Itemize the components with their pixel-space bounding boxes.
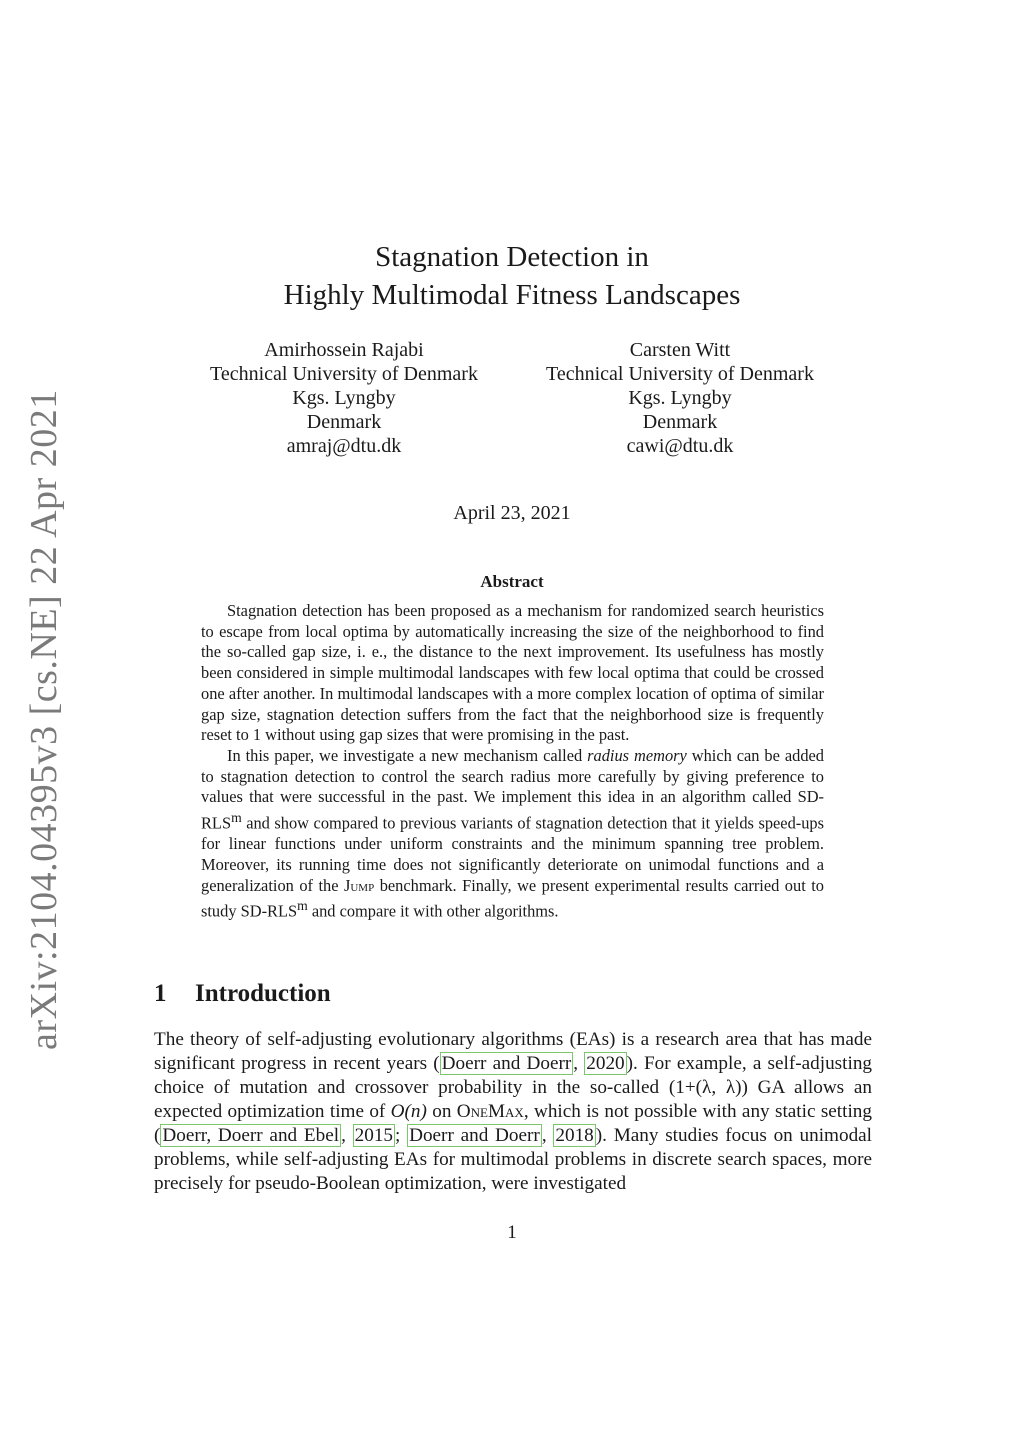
author-block-1 xyxy=(174,338,514,458)
superscript-m: m xyxy=(231,810,242,826)
author-country: Denmark xyxy=(306,411,382,433)
author-country: Denmark xyxy=(642,411,718,433)
intro-text: The theory of self-adjusting evolutionary algorithms (EAs) is a research area that has made significant progress in recent years ( xyxy=(154,1029,872,1074)
abstract-text: which can be added to stagnation detection to control the search radius more carefully by giving preference to values that were successful in the past. We implement this idea in an algorithm called SD-RLS xyxy=(201,745,824,833)
abstract-heading: Abstract xyxy=(480,572,544,591)
author-affiliation: Technical University of Denmark xyxy=(210,363,478,385)
intro-text: on xyxy=(426,1101,457,1122)
author-affiliation: Technical University of Denmark xyxy=(546,363,814,385)
citation-year-link[interactable]: 2015 xyxy=(354,1125,393,1146)
superscript-m: m xyxy=(297,898,308,914)
abstract-paragraph-1: Stagnation detection has been proposed as a mechanism for randomized search heuristics to escape from local optima by automatically increasing the size of the neighborhood to find the so-called gap size, i. e., the distance to the next improvement. Its usefulness has mostly been considered in simple multimodal landscapes with few local optima that could be crossed one after another. In multimodal landscapes with a more complex location of optima of similar gap size, stagnation detection suffers from the fact that the neighborhood size is frequently reset to 1 without using gap sizes that were promising in the past. xyxy=(201,601,824,745)
page-number: 1 xyxy=(507,1222,517,1243)
citation-link[interactable]: Doerr, Doerr and Ebel xyxy=(162,1125,340,1146)
author-email[interactable]: cawi@dtu.dk xyxy=(626,435,734,457)
jump-benchmark-name: Jump xyxy=(343,875,375,895)
author-city: Kgs. Lyngby xyxy=(292,387,396,409)
citation-year-link[interactable]: 2020 xyxy=(586,1053,625,1074)
citation-link[interactable]: Doerr and Doerr xyxy=(441,1053,572,1074)
abstract-text: benchmark. Finally, we present experimental results carried out to study SD-RLS xyxy=(201,875,824,921)
onemax-name: OneMax xyxy=(456,1101,524,1122)
arxiv-identifier-stamp: arXiv:2104.04395v3 [cs.NE] 22 Apr 2021 xyxy=(23,389,65,1050)
intro-text: ). For example, a self-adjusting choice of mutation and crossover probability in the so-called (1+(λ, λ)) GA allows an expected optimization time of xyxy=(154,1053,873,1122)
citation-link[interactable]: Doerr and Doerr xyxy=(409,1125,540,1146)
abstract-body xyxy=(201,601,824,922)
section-title: Introduction xyxy=(195,980,331,1007)
emphasis-radius-memory: radius memory xyxy=(587,745,687,765)
intro-text: ). Many studies focus on unimodal problems, while self-adjusting EAs for multimodal problems in discrete search spaces, more precisely for pseudo-Boolean optimization, were investigated xyxy=(154,1125,873,1194)
title-line-1: Stagnation Detection in xyxy=(375,241,649,273)
author-block-2 xyxy=(510,338,850,458)
abstract-text: and compare it with other algorithms. xyxy=(307,901,559,921)
author-name: Amirhossein Rajabi xyxy=(264,339,424,361)
author-name: Carsten Witt xyxy=(629,339,731,361)
math-expression: O(n) xyxy=(390,1101,427,1122)
intro-text: , which is not possible with any static setting ( xyxy=(154,1101,872,1146)
paper-title xyxy=(0,238,1024,314)
introduction-body xyxy=(154,1028,872,1196)
section-number: 1 xyxy=(154,980,167,1007)
publication-date: April 23, 2021 xyxy=(453,502,571,524)
section-heading-introduction xyxy=(154,980,874,1008)
abstract-paragraph-2 xyxy=(201,746,824,923)
intro-paragraph: The theory of self-adjusting evolutionary algorithms (EAs) is a research area that has made significant progress in recent years ( Doerr and Doerr , 2020 ). For example, a self-adjusting choice of mutation and crossover probability in the so-called (1+(λ, λ)) GA allows an expected optimization time of O(n) on OneMax, which is not possible with any static setting ( Doerr, Doerr and Ebel , 2015 ; Doerr and Doerr , 2018 ). Many studies focus on unimodal problems, while self-adjusting EAs for multimodal problems in discrete search spaces, more precisely for pseudo-Boolean optimization, were investigated xyxy=(154,1029,873,1194)
abstract-text: and show compared to previous variants of stagnation detection that it yields speed-ups for linear functions under uniform constraints and the minimum spanning tree problem. Moreover, its running time does not significantly deteriorate on unimodal functions and a generalization of the xyxy=(201,813,824,895)
title-line-2: Highly Multimodal Fitness Landscapes xyxy=(283,279,741,311)
citation-year-link[interactable]: 2018 xyxy=(555,1125,594,1146)
author-email[interactable]: amraj@dtu.dk xyxy=(286,435,402,457)
author-city: Kgs. Lyngby xyxy=(628,387,732,409)
abstract-text: In this paper, we investigate a new mechanism called xyxy=(227,745,588,765)
